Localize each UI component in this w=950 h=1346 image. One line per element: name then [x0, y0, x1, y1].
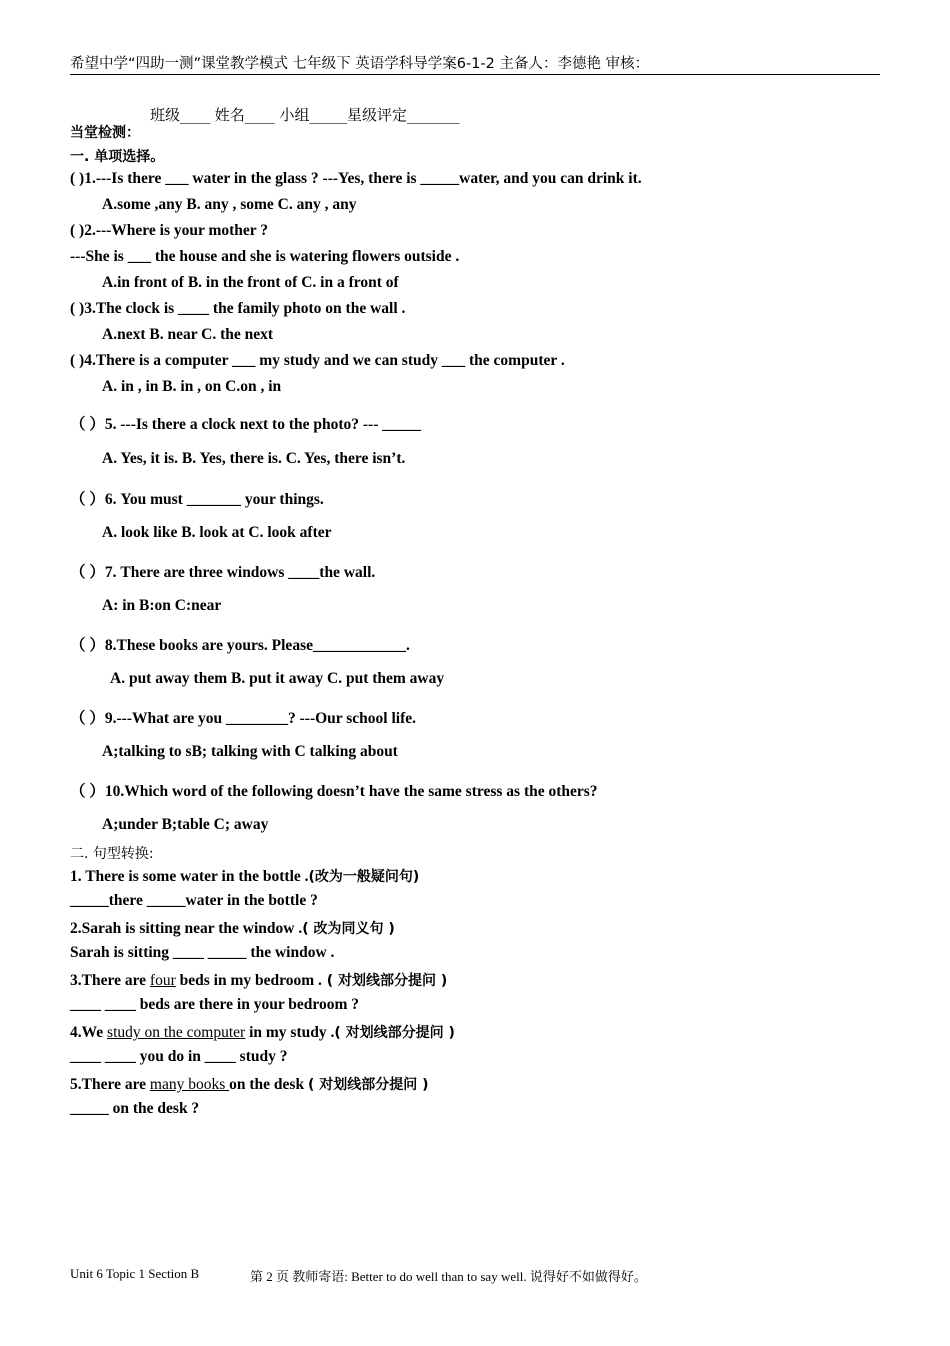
question-3-options: A.next B. near C. the next	[102, 326, 274, 343]
sentence-5-instruction: ( 对划线部分提问 )	[307, 1077, 429, 1093]
student-info-line: 班级____ 姓名____ 小组_____星级评定_______	[150, 106, 460, 124]
sentence-1	[70, 866, 419, 886]
sentence-4-underlined: study on the computer	[107, 1024, 246, 1041]
sentence-3-instruction: ( 对划线部分提问 )	[321, 973, 448, 989]
question-7: （ ）7. There are three windows ____the wall.	[70, 564, 376, 581]
sentence-2-instruction: ( 改为同义句 )	[302, 921, 395, 937]
question-10: （ ）10.Which word of the following doesn’t have the same stress as the others?	[70, 783, 598, 800]
question-6: （ ）6. You must _______ your things.	[70, 491, 324, 508]
part2-title: 二. 句型转换:	[70, 846, 154, 862]
sentence-3	[70, 970, 447, 990]
sentence-2-text: 2.Sarah is sitting near the window .	[70, 920, 303, 937]
question-10-options: A;under B;table C; away	[102, 816, 269, 833]
question-9-options: A;talking to sB; talking with C talking about	[102, 743, 398, 760]
sentence-4	[70, 1022, 455, 1042]
question-8: （ ）8.These books are yours. Please____________.	[70, 637, 410, 654]
question-7-options: A: in B:on C:near	[102, 597, 222, 614]
question-2: ( )2.---Where is your mother ?	[70, 222, 269, 239]
sentence-4-text-b: in my study .	[245, 1024, 335, 1041]
sentence-3-answer: ____ ____ beds are there in your bedroom ?	[70, 996, 360, 1013]
question-5: （ ）5. ---Is there a clock next to the photo? --- _____	[70, 416, 421, 433]
question-6-options: A. look like B. look at C. look after	[102, 524, 332, 541]
question-4: ( )4.There is a computer ___ my study and we can study ___ the computer .	[70, 352, 565, 369]
question-5-options: A. Yes, it is. B. Yes, there is. C. Yes, there isn’t.	[102, 450, 406, 467]
section-title: 当堂检测：	[70, 125, 140, 141]
sentence-4-text-a: 4.We	[70, 1024, 108, 1041]
sentence-1-instruction: (改为一般疑问句)	[308, 869, 420, 885]
question-2-answer-line: ---She is ___ the house and she is watering flowers outside .	[70, 248, 460, 265]
sentence-3-text-b: beds in my bedroom .	[175, 972, 322, 989]
question-2-options: A.in front of B. in the front of C. in a front of	[102, 274, 399, 291]
sentence-4-instruction: ( 对划线部分提问 )	[334, 1025, 455, 1041]
sentence-1-text: 1. There is some water in the bottle .	[70, 868, 309, 885]
sentence-4-answer: ____ ____ you do in ____ study ?	[70, 1048, 288, 1065]
sentence-5	[70, 1074, 429, 1094]
sentence-1-answer: _____there _____water in the bottle ?	[70, 892, 318, 909]
sentence-2-answer: Sarah is sitting ____ _____ the window .	[70, 944, 335, 961]
sentence-5-underlined: many books	[149, 1076, 230, 1093]
page-header: 希望中学“四助一测”课堂教学模式 七年级下 英语学科导学案6-1-2 主备人：李德艳 审核：	[70, 52, 880, 75]
footer-unit: Unit 6 Topic 1 Section B	[70, 1266, 200, 1281]
part1-title: 一. 单项选择。	[70, 149, 165, 165]
sentence-5-text-a: 5.There are	[70, 1076, 150, 1093]
question-4-options: A. in , in B. in , on C.on , in	[102, 378, 282, 395]
sentence-3-text-a: 3.There are	[70, 972, 150, 989]
sentence-5-text-b: on the desk	[229, 1076, 308, 1093]
footer-page-motto: 第 2 页 教师寄语: Better to do well than to say well. 说得好不如做得好。	[250, 1269, 647, 1284]
question-8-options: A. put away them B. put it away C. put them away	[110, 670, 445, 687]
sentence-5-answer: _____ on the desk ?	[70, 1100, 200, 1117]
question-9: （ ）9.---What are you ________? ---Our school life.	[70, 710, 416, 727]
question-1-options: A.some ,any B. any , some C. any , any	[102, 196, 357, 213]
question-3: ( )3.The clock is ____ the family photo on the wall .	[70, 300, 406, 317]
sentence-2	[70, 918, 395, 938]
sentence-3-underlined: four	[149, 972, 176, 989]
question-1: ( )1.---Is there ___ water in the glass ? ---Yes, there is _____water, and you can drink it.	[70, 170, 642, 187]
